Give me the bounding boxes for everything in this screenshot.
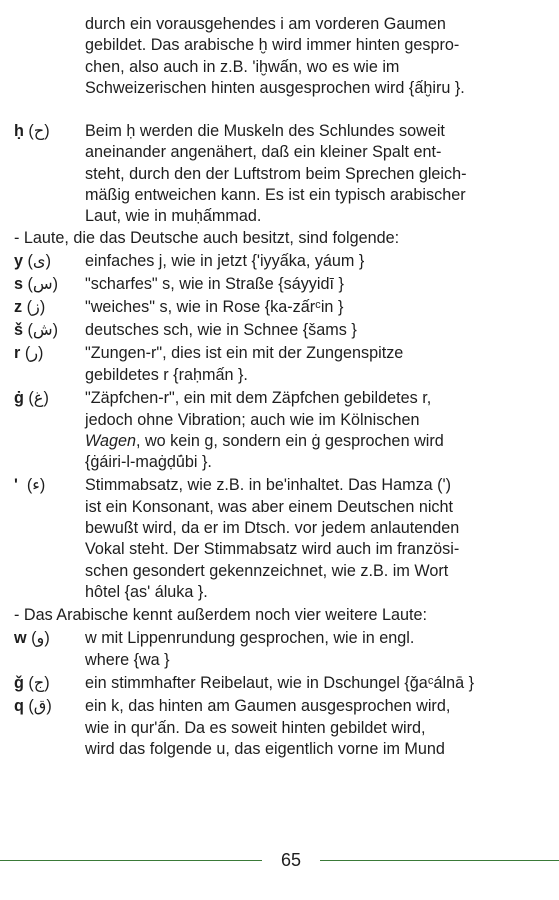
section-intro: - Laute, die das Deutsche auch besitzt, sind folgende: xyxy=(14,229,400,247)
entry-symbol-w xyxy=(14,628,84,649)
latin-symbol: ǧ xyxy=(14,674,24,692)
text-line: chen, also auch in z.B. 'iḫwấn, wo es wie im xyxy=(85,58,400,76)
latin-symbol: z xyxy=(14,298,23,316)
text-line: "weiches" s, wie in Rose {ka-zấrᶜin } xyxy=(85,298,344,316)
text-line: Schweizerischen hinten ausgesprochen wird {ấḫiru }. xyxy=(85,79,465,97)
footer-rule-left xyxy=(0,860,262,861)
text-line: wird das folgende u, das eigentlich vorne im Mund xyxy=(85,740,445,758)
arabic-letter: (ى) xyxy=(27,252,51,270)
text-line: "Zungen-r", dies ist ein mit der Zungenspitze xyxy=(85,344,404,362)
arabic-letter: (ر) xyxy=(24,344,44,362)
text-line: deutsches sch, wie in Schnee {šams } xyxy=(85,321,357,339)
latin-symbol: y xyxy=(14,252,24,270)
arabic-letter: (ش) xyxy=(27,321,59,339)
entry-symbol-q xyxy=(14,696,84,717)
text-line xyxy=(85,431,444,452)
text-line: "scharfes" s, wie in Straße {sáyyidī } xyxy=(85,275,344,293)
text-line: "Zäpfchen-r", ein mit dem Zäpfchen gebildetes r, xyxy=(85,389,432,407)
text-line: gebildet. Das arabische ḫ wird immer hinten gespro- xyxy=(85,36,460,54)
entry-symbol-j xyxy=(14,673,84,694)
arabic-letter: (ج) xyxy=(28,674,50,692)
entry-symbol-gh xyxy=(14,388,84,409)
text-line: jedoch ohne Vibration; auch wie im Kölnischen xyxy=(85,411,420,429)
entry-symbol-h xyxy=(14,121,84,142)
entry-symbol-sh xyxy=(14,320,84,341)
text-line: mäßig entweichen kann. Es ist ein typisch arabischer xyxy=(85,186,466,204)
text-line: Vokal steht. Der Stimmabsatz wird auch im französi- xyxy=(85,540,460,558)
text-line: ein stimmhafter Reibelaut, wie in Dschungel {ǧaᶜálnā } xyxy=(85,674,475,692)
entry-symbol-y xyxy=(14,251,84,272)
text-line: Beim ḥ werden die Muskeln des Schlundes soweit xyxy=(85,122,445,140)
latin-symbol: ġ xyxy=(14,389,24,407)
entry-symbol-r xyxy=(14,343,84,364)
text-line: ein k, das hinten am Gaumen ausgesprochen wird, xyxy=(85,697,451,715)
text-line: {ġáiri-l-maġḍū́bi }. xyxy=(85,453,212,471)
text-line: w mit Lippenrundung gesprochen, wie in engl. xyxy=(85,629,415,647)
arabic-letter: (ق) xyxy=(28,697,52,715)
arabic-letter: (و) xyxy=(31,629,50,647)
latin-symbol: w xyxy=(14,629,27,647)
text-line: wie in qur'ấn. Da es soweit hinten gebildet wird, xyxy=(85,719,426,737)
entry-symbol-s xyxy=(14,274,84,295)
italic-word: Wagen xyxy=(85,432,136,450)
arabic-letter: (غ) xyxy=(28,389,49,407)
text-line: steht, durch den der Luftstrom beim Sprechen gleich- xyxy=(85,165,467,183)
text-line: durch ein vorausgehendes i am vorderen Gaumen xyxy=(85,15,446,33)
text-line: Laut, wie in muḥấmmad. xyxy=(85,207,262,225)
text-line: bewußt wird, da er im Dtsch. vor jedem anlautenden xyxy=(85,519,460,537)
text-line: aneinander angenähert, daß ein kleiner Spalt ent- xyxy=(85,143,442,161)
text-line: gebildetes r {raḥmấn }. xyxy=(85,366,248,384)
footer-rule-right xyxy=(320,860,559,861)
entry-symbol-z xyxy=(14,297,84,318)
text-fragment: , wo kein g, sondern ein ġ gesprochen wird xyxy=(136,432,444,450)
text-line: Stimmabsatz, wie z.B. in be'inhaltet. Das Hamza (') xyxy=(85,476,452,494)
text-line: hôtel {as' áluka }. xyxy=(85,583,208,601)
text-line: ist ein Konsonant, was aber einem Deutschen nicht xyxy=(85,498,454,516)
latin-symbol: s xyxy=(14,275,24,293)
latin-symbol: q xyxy=(14,697,24,715)
text-line: where {wa } xyxy=(85,651,170,669)
entry-symbol-hamza xyxy=(14,475,84,496)
arabic-letter: (ء) xyxy=(26,476,46,494)
arabic-letter: (س) xyxy=(27,275,59,293)
section-intro: - Das Arabische kennt außerdem noch vier weitere Laute: xyxy=(14,606,427,624)
latin-symbol: ḥ xyxy=(14,122,24,140)
latin-symbol: r xyxy=(14,344,21,362)
latin-symbol: š xyxy=(14,321,24,339)
latin-symbol: ' xyxy=(14,476,18,494)
page-footer xyxy=(0,848,559,872)
arabic-letter: (ح) xyxy=(28,122,50,140)
page-number: 65 xyxy=(280,850,302,870)
text-line: einfaches j, wie in jetzt {'iyyấka, yáum } xyxy=(85,252,365,270)
text-line: schen gesondert gekennzeichnet, wie z.B. im Wort xyxy=(85,562,449,580)
arabic-letter: (ز) xyxy=(26,298,46,316)
